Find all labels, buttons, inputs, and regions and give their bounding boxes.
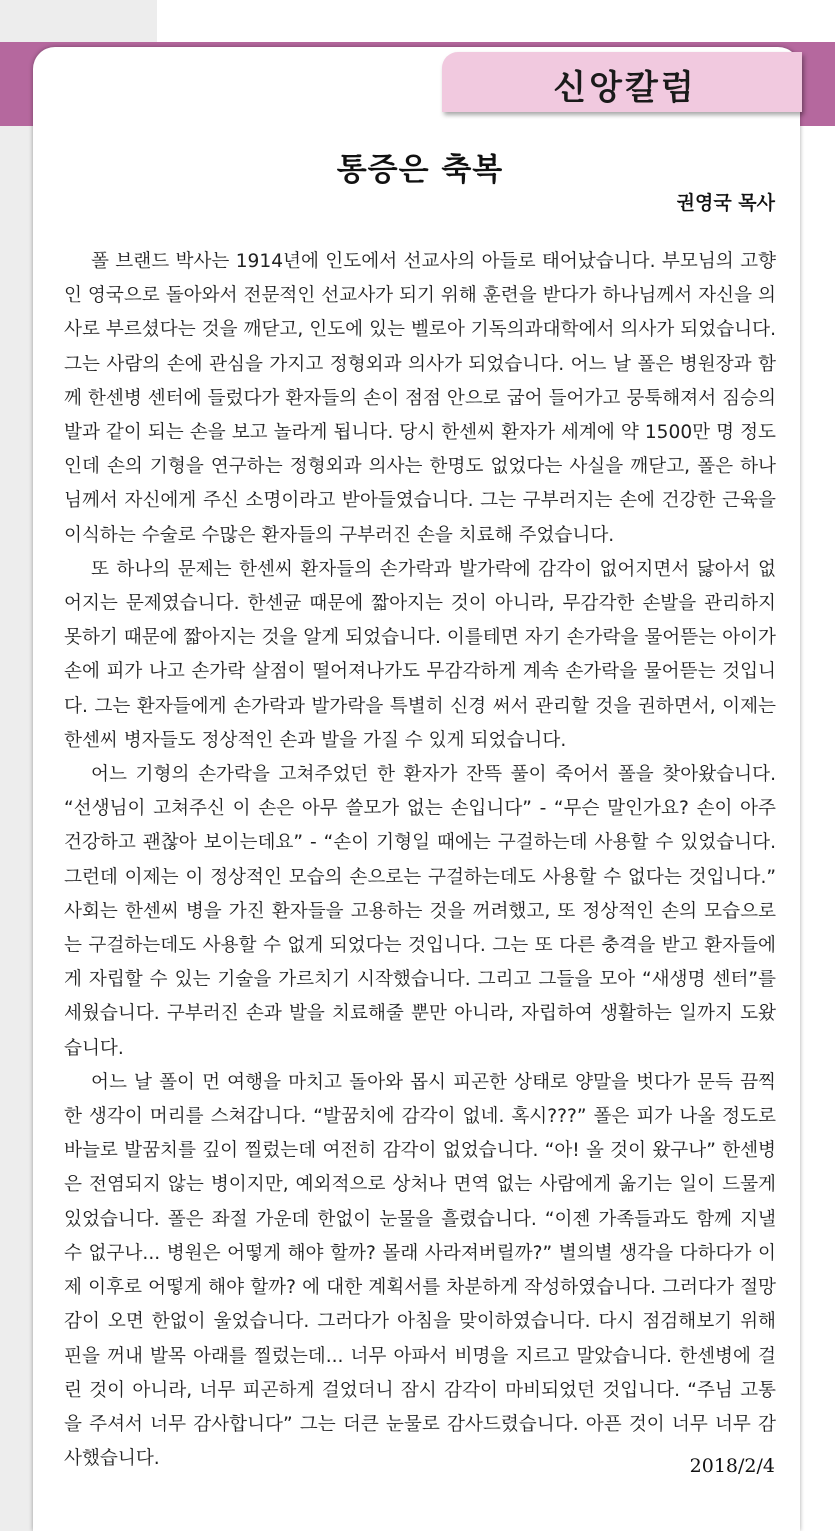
paragraph-3: 어느 기형의 손가락을 고쳐주었던 한 환자가 잔뜩 풀이 죽어서 폴을 찾아왔습니다. “선생님이 고쳐주신 이 손은 아무 쓸모가 없는 손입니다” - “무슨 말인가요? 손이 아주 건강하고 괜찮아 보이는데요” - “손이 기형일 때에는 구걸하는데 사용할 수 있었습니다. 그런데 이제는 이 정상적인 모습의 손으로는 구걸하는데도 사용할 수 없다는 것입니다.” 사회는 한센씨 병을 가진 환자들을 고용하는 것을 꺼려했고, 또 정상적인 손의 모습으로는 구걸하는데도 사용할 수 없게 되었다는 것입니다. 그는 또 다른 충격을 받고 환자들에게 자립할 수 있는 기술을 가르치기 시작했습니다. 그리고 그들을 모아 “새생명 센터”를 세웠습니다. 구부러진 손과 발을 치료해줄 뿐만 아니라, 자립하여 생활하는 일까지 도왔습니다. — [64, 764, 776, 1059]
article-title: 통증은 축복 — [336, 152, 504, 188]
article-date: 2018/2/4 — [689, 1455, 775, 1477]
section-title: 신앙칼럼 — [553, 67, 697, 108]
paragraph-1: 폴 브랜드 박사는 1914년에 인도에서 선교사의 아들로 태어났습니다. 부모님의 고향인 영국으로 돌아와서 전문적인 선교사가 되기 위해 훈련을 받다가 하나님께서 자신을 의사로 부르셨다는 것을 깨닫고, 인도에 있는 벨로아 기독의과대학에서 의사가 되었습니다. 그는 사람의 손에 관심을 가지고 정형외과 의사가 되었습니다. 어느 날 폴은 병원장과 함께 한센병 센터에 들렀다가 환자들의 손이 점점 안으로 굽어 들어가고 뭉툭해져서 짐승의 발과 같이 되는 손을 보고 놀라게 됩니다. 당시 한센씨 환자가 세계에 약 1500만 명 정도인데 손의 기형을 연구하는 정형외과 의사는 한명도 없었다는 사실을 깨닫고, 폴은 하나님께서 자신에게 주신 소명이라고 받아들였습니다. 그는 구부러지는 손에 건강한 근육을 이식하는 수술로 수많은 환자들의 구부러진 손을 치료해 주었습니다. — [64, 251, 776, 546]
article-author: 권영국 목사 — [676, 192, 775, 214]
paragraph-2: 또 하나의 문제는 한센씨 환자들의 손가락과 발가락에 감각이 없어지면서 닳아서 없어지는 문제였습니다. 한센균 때문에 짧아지는 것이 아니라, 무감각한 손발을 관리하지 못하기 때문에 짧아지는 것을 알게 되었습니다. 이를테면 자기 손가락을 물어뜯는 아이가 손에 피가 나고 손가락 살점이 떨어져나가도 무감각하게 계속 손가락을 물어뜯는 것입니다. 그는 환자들에게 손가락과 발가락을 특별히 신경 써서 관리할 것을 권하면서, 이제는 한센씨 병자들도 정상적인 손과 발을 가질 수 있게 되었습니다. — [64, 558, 776, 751]
paragraph-4: 어느 날 폴이 먼 여행을 마치고 돌아와 몹시 피곤한 상태로 양말을 벗다가 문득 끔찍한 생각이 머리를 스쳐갑니다. “발꿈치에 감각이 없네. 혹시???” 폴은 피가 나올 정도로 바늘로 발꿈치를 깊이 찔렀는데 여전히 감각이 없었습니다. “아! 올 것이 왔구나” 한센병은 전염되지 않는 병이지만, 예외적으로 상처나 면역 없는 사람에게 옮기는 일이 드물게 있었습니다. 폴은 좌절 가운데 한없이 눈물을 흘렸습니다. “이젠 가족들과도 함께 지낼 수 없구나... 병원은 어떻게 해야 할까? 몰래 사라져버릴까?” 별의별 생각을 다하다가 이제 이후로 어떻게 해야 할까? 에 대한 계획서를 차분하게 작성하였습니다. 그러다가 절망감이 오면 한없이 울었습니다. 그러다가 아침을 맞이하였습니다. 다시 점검해보기 위해 핀을 꺼내 발목 아래를 찔렀는데... 너무 아파서 비명을 지르고 말았습니다. 한센병에 걸린 것이 아니라, 너무 피곤하게 걸었더니 잠시 감각이 마비되었던 것입니다. “주님 고통을 주셔서 너무 감사합니다” 그는 더큰 눈물로 감사드렸습니다. 아픈 것이 너무 너무 감사했습니다. — [64, 1071, 776, 1470]
article-body — [64, 245, 776, 1476]
